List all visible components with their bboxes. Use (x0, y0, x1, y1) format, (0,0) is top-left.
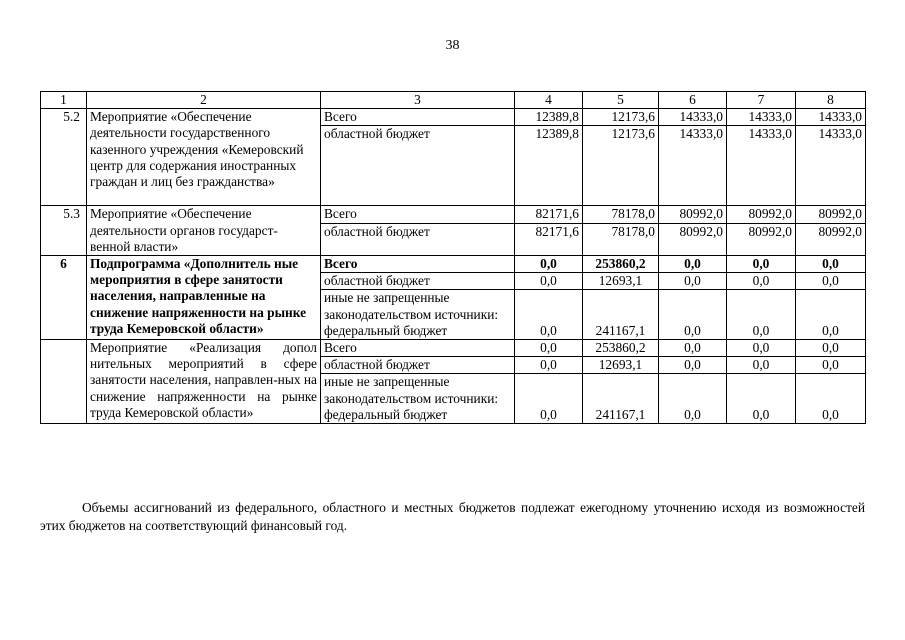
source-cell: Всего (321, 256, 515, 273)
value-cell: 0,0 (515, 256, 583, 273)
value-cell: 0,0 (515, 374, 583, 424)
value-cell: 14333,0 (727, 109, 796, 126)
row-name: Мероприятие «Реализация допол нительных мероприятий в сфере занятости населения, направлен-ных на снижение напряженности на рынке труда Кемеровской области» (87, 340, 321, 424)
value-cell: 253860,2 (583, 340, 659, 357)
header-cell: 7 (727, 92, 796, 109)
value-cell: 0,0 (727, 374, 796, 424)
value-cell: 12693,1 (583, 357, 659, 374)
header-cell: 4 (515, 92, 583, 109)
value-cell: 0,0 (659, 256, 727, 273)
value-cell: 82171,6 (515, 206, 583, 224)
value-cell: 78178,0 (583, 224, 659, 256)
value-cell: 0,0 (727, 340, 796, 357)
value-cell: 12173,6 (583, 109, 659, 126)
source-cell: областной бюджет (321, 357, 515, 374)
value-cell: 241167,1 (583, 374, 659, 424)
row-number: 6 (41, 256, 87, 340)
value-cell: 0,0 (796, 357, 866, 374)
value-cell: 14333,0 (796, 126, 866, 206)
value-cell: 0,0 (796, 374, 866, 424)
value-cell: 0,0 (727, 290, 796, 340)
value-cell: 241167,1 (583, 290, 659, 340)
value-cell: 0,0 (796, 256, 866, 273)
value-cell: 14333,0 (659, 126, 727, 206)
source-cell: Всего (321, 206, 515, 224)
row-number: 5.3 (41, 206, 87, 256)
row-number (41, 340, 87, 424)
value-cell: 0,0 (515, 340, 583, 357)
value-cell: 0,0 (796, 340, 866, 357)
footnote-paragraph: Объемы ассигнований из федерального, областного и местных бюджетов подлежат ежегодному уточнению исходя из возможностей этих бюджетов на соответствующий финансовый год. (40, 500, 865, 533)
value-cell: 0,0 (727, 357, 796, 374)
source-cell (321, 290, 515, 340)
value-cell: 82171,6 (515, 224, 583, 256)
source-cell: Всего (321, 109, 515, 126)
value-cell: 12389,8 (515, 126, 583, 206)
row-name: Мероприятие «Обеспечение деятельности органов государст-венной власти» (87, 206, 321, 256)
value-cell: 80992,0 (659, 206, 727, 224)
header-cell: 8 (796, 92, 866, 109)
table-header-row (41, 92, 866, 109)
value-cell: 0,0 (659, 374, 727, 424)
value-cell: 0,0 (659, 357, 727, 374)
source-text: федеральный бюджет (324, 322, 448, 338)
value-cell: 0,0 (796, 290, 866, 340)
value-cell: 0,0 (659, 273, 727, 290)
header-cell: 6 (659, 92, 727, 109)
header-cell: 5 (583, 92, 659, 109)
value-cell: 78178,0 (583, 206, 659, 224)
row-name: Мероприятие «Обеспечение деятельности государственного казенного учреждения «Кемеровский центр для содержания иностранных граждан и лиц без гражданства» (87, 109, 321, 206)
source-text: иные не запрещенные законодательством источники: (324, 374, 499, 406)
source-cell: областной бюджет (321, 224, 515, 256)
source-cell (321, 374, 515, 424)
value-cell: 0,0 (727, 256, 796, 273)
source-cell: областной бюджет (321, 273, 515, 290)
value-cell: 14333,0 (796, 109, 866, 126)
header-cell: 3 (321, 92, 515, 109)
value-cell: 14333,0 (727, 126, 796, 206)
value-cell: 0,0 (727, 273, 796, 290)
source-cell: областной бюджет (321, 126, 515, 206)
value-cell: 0,0 (796, 273, 866, 290)
value-cell: 0,0 (659, 290, 727, 340)
value-cell: 80992,0 (727, 224, 796, 256)
table-row (41, 340, 866, 357)
value-cell: 0,0 (515, 357, 583, 374)
value-cell: 14333,0 (659, 109, 727, 126)
row-name: Подпрограмма «Дополнитель ные мероприятия в сфере занятости населения, направленные на снижение напряженности на рынке труда Кемеровской области» (87, 256, 321, 340)
value-cell: 12389,8 (515, 109, 583, 126)
value-cell: 12693,1 (583, 273, 659, 290)
row-number: 5.2 (41, 109, 87, 206)
value-cell: 0,0 (515, 290, 583, 340)
header-cell: 2 (87, 92, 321, 109)
value-cell: 0,0 (659, 340, 727, 357)
table-row (41, 109, 866, 126)
page-number: 38 (445, 38, 460, 53)
value-cell: 12173,6 (583, 126, 659, 206)
value-cell: 80992,0 (796, 224, 866, 256)
value-cell: 80992,0 (659, 224, 727, 256)
table-row (41, 256, 866, 273)
budget-table (40, 91, 866, 424)
header-cell: 1 (41, 92, 87, 109)
value-cell: 80992,0 (796, 206, 866, 224)
source-cell: Всего (321, 340, 515, 357)
value-cell: 253860,2 (583, 256, 659, 273)
source-text: федеральный бюджет (324, 406, 448, 422)
source-text: иные не запрещенные законодательством источники: (324, 290, 499, 322)
value-cell: 80992,0 (727, 206, 796, 224)
value-cell: 0,0 (515, 273, 583, 290)
table-row (41, 206, 866, 224)
